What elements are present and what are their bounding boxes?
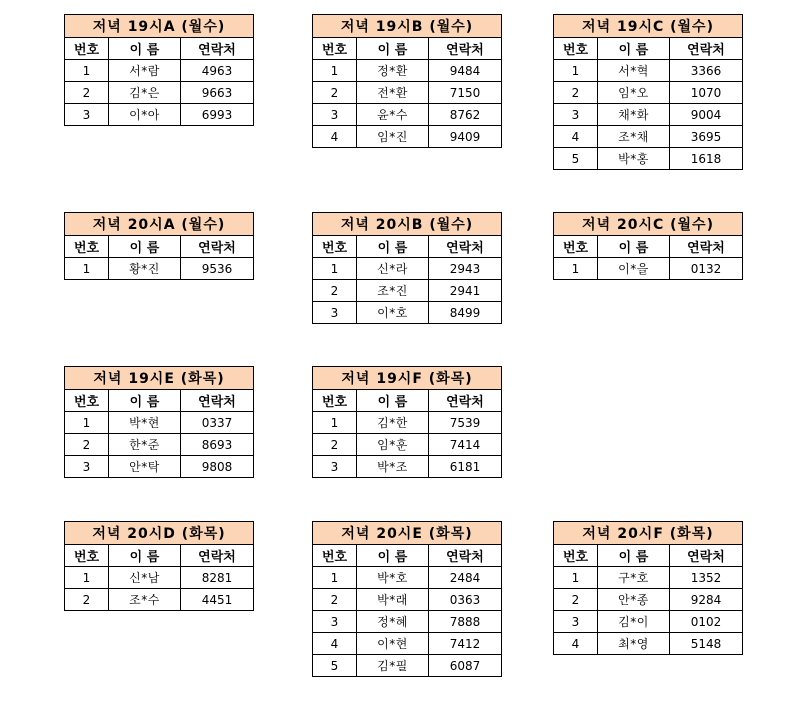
num-cell: 1 — [554, 567, 598, 589]
contact-cell: 8281 — [181, 567, 254, 589]
roster-table — [312, 212, 502, 324]
contact-cell: 6993 — [181, 104, 254, 126]
contact-cell: 9536 — [181, 258, 254, 280]
table-row — [65, 60, 254, 82]
num-cell: 4 — [313, 126, 357, 148]
num-cell: 2 — [313, 434, 357, 456]
name-cell: 정*혜 — [357, 611, 429, 633]
contact-header: 연락처 — [429, 390, 502, 412]
name-cell: 김*은 — [109, 82, 181, 104]
table-row — [65, 412, 254, 434]
contact-cell: 5148 — [670, 633, 743, 655]
num-cell: 1 — [65, 412, 109, 434]
table-row — [313, 633, 502, 655]
contact-header: 연락처 — [429, 545, 502, 567]
name-cell: 임*진 — [357, 126, 429, 148]
num-header: 번호 — [65, 390, 109, 412]
table-row — [313, 104, 502, 126]
contact-cell: 7150 — [429, 82, 502, 104]
table-row — [313, 655, 502, 677]
table-row — [65, 434, 254, 456]
header-row — [65, 545, 254, 567]
num-cell: 2 — [313, 589, 357, 611]
table-row — [313, 258, 502, 280]
num-cell: 3 — [313, 104, 357, 126]
table-row — [313, 589, 502, 611]
contact-cell: 2941 — [429, 280, 502, 302]
name-cell: 윤*수 — [357, 104, 429, 126]
num-cell: 3 — [313, 611, 357, 633]
name-cell: 박*호 — [357, 567, 429, 589]
contact-header: 연락처 — [670, 545, 743, 567]
table-row — [313, 567, 502, 589]
num-header: 번호 — [65, 38, 109, 60]
table-row — [554, 60, 743, 82]
num-cell: 1 — [65, 258, 109, 280]
table-title: 저녁 20시E (화목) — [313, 522, 502, 545]
table-title: 저녁 19시E (화목) — [65, 367, 254, 390]
num-cell: 5 — [554, 148, 598, 170]
header-row — [313, 390, 502, 412]
contact-cell: 9484 — [429, 60, 502, 82]
name-header: 이 름 — [109, 390, 181, 412]
name-header: 이 름 — [598, 545, 670, 567]
table-row — [65, 82, 254, 104]
name-cell: 신*남 — [109, 567, 181, 589]
header-row — [65, 236, 254, 258]
name-header: 이 름 — [598, 38, 670, 60]
table-row — [313, 456, 502, 478]
table-title: 저녁 19시B (월수) — [313, 15, 502, 38]
contact-header: 연락처 — [429, 38, 502, 60]
name-cell: 한*준 — [109, 434, 181, 456]
table-row — [554, 589, 743, 611]
name-header: 이 름 — [598, 236, 670, 258]
table-row — [313, 60, 502, 82]
num-cell: 4 — [554, 633, 598, 655]
roster-table — [553, 521, 743, 655]
contact-header: 연락처 — [429, 236, 502, 258]
name-cell: 박*조 — [357, 456, 429, 478]
table-row — [65, 589, 254, 611]
name-cell: 박*현 — [109, 412, 181, 434]
name-cell: 이*호 — [357, 302, 429, 324]
table-title: 저녁 20시F (화목) — [554, 522, 743, 545]
name-cell: 안*종 — [598, 589, 670, 611]
header-row — [554, 545, 743, 567]
roster-table — [312, 521, 502, 677]
num-header: 번호 — [313, 545, 357, 567]
contact-cell: 8499 — [429, 302, 502, 324]
num-cell: 1 — [65, 567, 109, 589]
contact-cell: 7414 — [429, 434, 502, 456]
name-cell: 조*진 — [357, 280, 429, 302]
contact-cell: 9284 — [670, 589, 743, 611]
table-row — [554, 258, 743, 280]
name-cell: 서*람 — [109, 60, 181, 82]
num-header: 번호 — [313, 38, 357, 60]
name-cell: 조*채 — [598, 126, 670, 148]
num-cell: 2 — [313, 280, 357, 302]
contact-cell: 2484 — [429, 567, 502, 589]
num-cell: 2 — [65, 589, 109, 611]
table-row — [65, 258, 254, 280]
num-cell: 2 — [554, 589, 598, 611]
table-row — [554, 611, 743, 633]
contact-cell: 6087 — [429, 655, 502, 677]
contact-cell: 4451 — [181, 589, 254, 611]
contact-cell: 3366 — [670, 60, 743, 82]
table-row — [554, 126, 743, 148]
roster-table — [312, 14, 502, 148]
name-cell: 박*래 — [357, 589, 429, 611]
num-cell: 3 — [313, 456, 357, 478]
name-cell: 김*한 — [357, 412, 429, 434]
name-cell: 서*혁 — [598, 60, 670, 82]
num-cell: 1 — [65, 60, 109, 82]
contact-cell: 9409 — [429, 126, 502, 148]
name-header: 이 름 — [357, 390, 429, 412]
num-cell: 1 — [313, 567, 357, 589]
contact-cell: 1352 — [670, 567, 743, 589]
num-cell: 3 — [313, 302, 357, 324]
contact-header: 연락처 — [181, 236, 254, 258]
num-cell: 3 — [554, 611, 598, 633]
contact-cell: 8693 — [181, 434, 254, 456]
num-cell: 1 — [313, 412, 357, 434]
table-row — [65, 104, 254, 126]
name-cell: 박*홍 — [598, 148, 670, 170]
num-cell: 2 — [554, 82, 598, 104]
table-title: 저녁 20시C (월수) — [554, 213, 743, 236]
contact-cell: 3695 — [670, 126, 743, 148]
table-row — [313, 412, 502, 434]
num-header: 번호 — [65, 236, 109, 258]
contact-header: 연락처 — [670, 38, 743, 60]
table-row — [65, 456, 254, 478]
contact-cell: 7412 — [429, 633, 502, 655]
header-row — [65, 390, 254, 412]
roster-table — [64, 521, 254, 611]
name-header: 이 름 — [357, 545, 429, 567]
table-row — [65, 567, 254, 589]
table-row — [554, 104, 743, 126]
name-cell: 채*화 — [598, 104, 670, 126]
table-title: 저녁 20시D (화목) — [65, 522, 254, 545]
roster-table — [312, 366, 502, 478]
name-header: 이 름 — [109, 236, 181, 258]
name-cell: 황*진 — [109, 258, 181, 280]
header-row — [554, 236, 743, 258]
num-cell: 2 — [313, 82, 357, 104]
name-cell: 이*을 — [598, 258, 670, 280]
num-header: 번호 — [554, 236, 598, 258]
num-header: 번호 — [554, 38, 598, 60]
num-header: 번호 — [313, 390, 357, 412]
roster-table — [64, 212, 254, 280]
header-row — [554, 38, 743, 60]
name-header: 이 름 — [357, 38, 429, 60]
name-cell: 신*라 — [357, 258, 429, 280]
contact-cell: 9004 — [670, 104, 743, 126]
roster-table — [64, 14, 254, 126]
num-cell: 1 — [554, 60, 598, 82]
contact-cell: 0132 — [670, 258, 743, 280]
table-title: 저녁 19시F (화목) — [313, 367, 502, 390]
table-row — [554, 633, 743, 655]
name-cell: 전*환 — [357, 82, 429, 104]
contact-cell: 1618 — [670, 148, 743, 170]
num-header: 번호 — [554, 545, 598, 567]
table-row — [554, 82, 743, 104]
header-row — [313, 38, 502, 60]
contact-cell: 4963 — [181, 60, 254, 82]
table-row — [313, 82, 502, 104]
contact-cell: 0102 — [670, 611, 743, 633]
table-title: 저녁 20시B (월수) — [313, 213, 502, 236]
header-row — [65, 38, 254, 60]
table-row — [313, 302, 502, 324]
table-row — [313, 280, 502, 302]
num-cell: 1 — [554, 258, 598, 280]
num-cell: 5 — [313, 655, 357, 677]
num-cell: 3 — [65, 456, 109, 478]
table-title: 저녁 19시A (월수) — [65, 15, 254, 38]
name-header: 이 름 — [357, 236, 429, 258]
table-title: 저녁 20시A (월수) — [65, 213, 254, 236]
contact-cell: 1070 — [670, 82, 743, 104]
table-row — [313, 434, 502, 456]
contact-cell: 7539 — [429, 412, 502, 434]
name-cell: 김*이 — [598, 611, 670, 633]
roster-table — [64, 366, 254, 478]
name-header: 이 름 — [109, 38, 181, 60]
contact-cell: 6181 — [429, 456, 502, 478]
name-cell: 임*훈 — [357, 434, 429, 456]
name-cell: 이*아 — [109, 104, 181, 126]
contact-cell: 9808 — [181, 456, 254, 478]
contact-cell: 9663 — [181, 82, 254, 104]
name-cell: 이*현 — [357, 633, 429, 655]
num-cell: 4 — [554, 126, 598, 148]
name-cell: 구*호 — [598, 567, 670, 589]
num-header: 번호 — [313, 236, 357, 258]
name-cell: 안*탁 — [109, 456, 181, 478]
contact-header: 연락처 — [181, 38, 254, 60]
name-cell: 김*필 — [357, 655, 429, 677]
contact-header: 연락처 — [670, 236, 743, 258]
table-title: 저녁 19시C (월수) — [554, 15, 743, 38]
name-cell: 조*수 — [109, 589, 181, 611]
table-row — [554, 148, 743, 170]
header-row — [313, 236, 502, 258]
num-header: 번호 — [65, 545, 109, 567]
contact-header: 연락처 — [181, 545, 254, 567]
contact-cell: 0337 — [181, 412, 254, 434]
contact-cell: 8762 — [429, 104, 502, 126]
num-cell: 3 — [65, 104, 109, 126]
num-cell: 3 — [554, 104, 598, 126]
name-cell: 정*환 — [357, 60, 429, 82]
contact-cell: 7888 — [429, 611, 502, 633]
contact-cell: 2943 — [429, 258, 502, 280]
num-cell: 4 — [313, 633, 357, 655]
num-cell: 2 — [65, 82, 109, 104]
roster-table — [553, 212, 743, 280]
contact-cell: 0363 — [429, 589, 502, 611]
num-cell: 1 — [313, 60, 357, 82]
header-row — [313, 545, 502, 567]
num-cell: 1 — [313, 258, 357, 280]
roster-table — [553, 14, 743, 170]
name-cell: 임*오 — [598, 82, 670, 104]
table-row — [313, 611, 502, 633]
num-cell: 2 — [65, 434, 109, 456]
name-header: 이 름 — [109, 545, 181, 567]
contact-header: 연락처 — [181, 390, 254, 412]
name-cell: 최*영 — [598, 633, 670, 655]
table-row — [554, 567, 743, 589]
table-row — [313, 126, 502, 148]
